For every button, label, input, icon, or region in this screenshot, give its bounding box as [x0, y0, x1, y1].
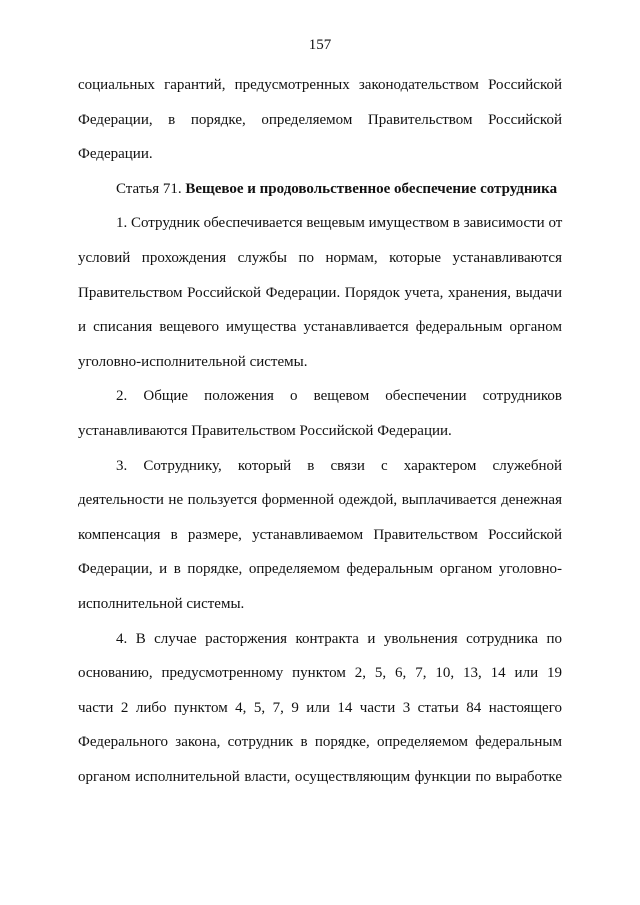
- text-line: исполнительной системы.: [78, 596, 245, 612]
- text-line: 3. Сотруднику, который в связи с характером служебной: [116, 458, 562, 474]
- text-line: 1. Сотрудник обеспечивается вещевым имуществом в зависимости от: [116, 215, 563, 231]
- text-line: Правительством Российской Федерации. Порядок учета, хранения, выдачи: [78, 285, 562, 301]
- article-heading: [116, 180, 562, 198]
- article-number: Статья 71.: [116, 181, 182, 197]
- text-line: деятельности не пользуется форменной одеждой, выплачивается денежная: [78, 492, 562, 508]
- text-line: 4. В случае расторжения контракта и увольнения сотрудника по: [116, 631, 562, 647]
- text-line: устанавливаются Правительством Российской Федерации.: [78, 423, 452, 439]
- text-line: Федерального закона, сотрудник в порядке, определяемом федеральным: [78, 734, 562, 750]
- text-line: основанию, предусмотренному пунктом 2, 5, 6, 7, 10, 13, 14 или 19: [78, 665, 562, 681]
- text-line: Федерации.: [78, 146, 153, 162]
- text-line: социальных гарантий, предусмотренных законодательством Российской: [78, 77, 562, 93]
- text-line: уголовно-исполнительной системы.: [78, 354, 308, 370]
- text-line: части 2 либо пунктом 4, 5, 7, 9 или 14 части 3 статьи 84 настоящего: [78, 700, 562, 716]
- text-line: органом исполнительной власти, осуществляющим функции по выработке: [78, 769, 562, 785]
- text-line: компенсация в размере, устанавливаемом Правительством Российской: [78, 527, 562, 543]
- page-number: 157: [308, 37, 332, 53]
- article-title: Вещевое и продовольственное обеспечение сотрудника: [185, 181, 558, 197]
- text-line: и списания вещевого имущества устанавливается федеральным органом: [78, 319, 562, 335]
- text-line: Федерации, в порядке, определяемом Правительством Российской: [78, 112, 562, 128]
- text-line: 2. Общие положения о вещевом обеспечении сотрудников: [116, 388, 562, 404]
- text-line: Федерации, и в порядке, определяемом федеральным органом уголовно-: [78, 561, 562, 577]
- text-line: условий прохождения службы по нормам, которые устанавливаются: [78, 250, 562, 266]
